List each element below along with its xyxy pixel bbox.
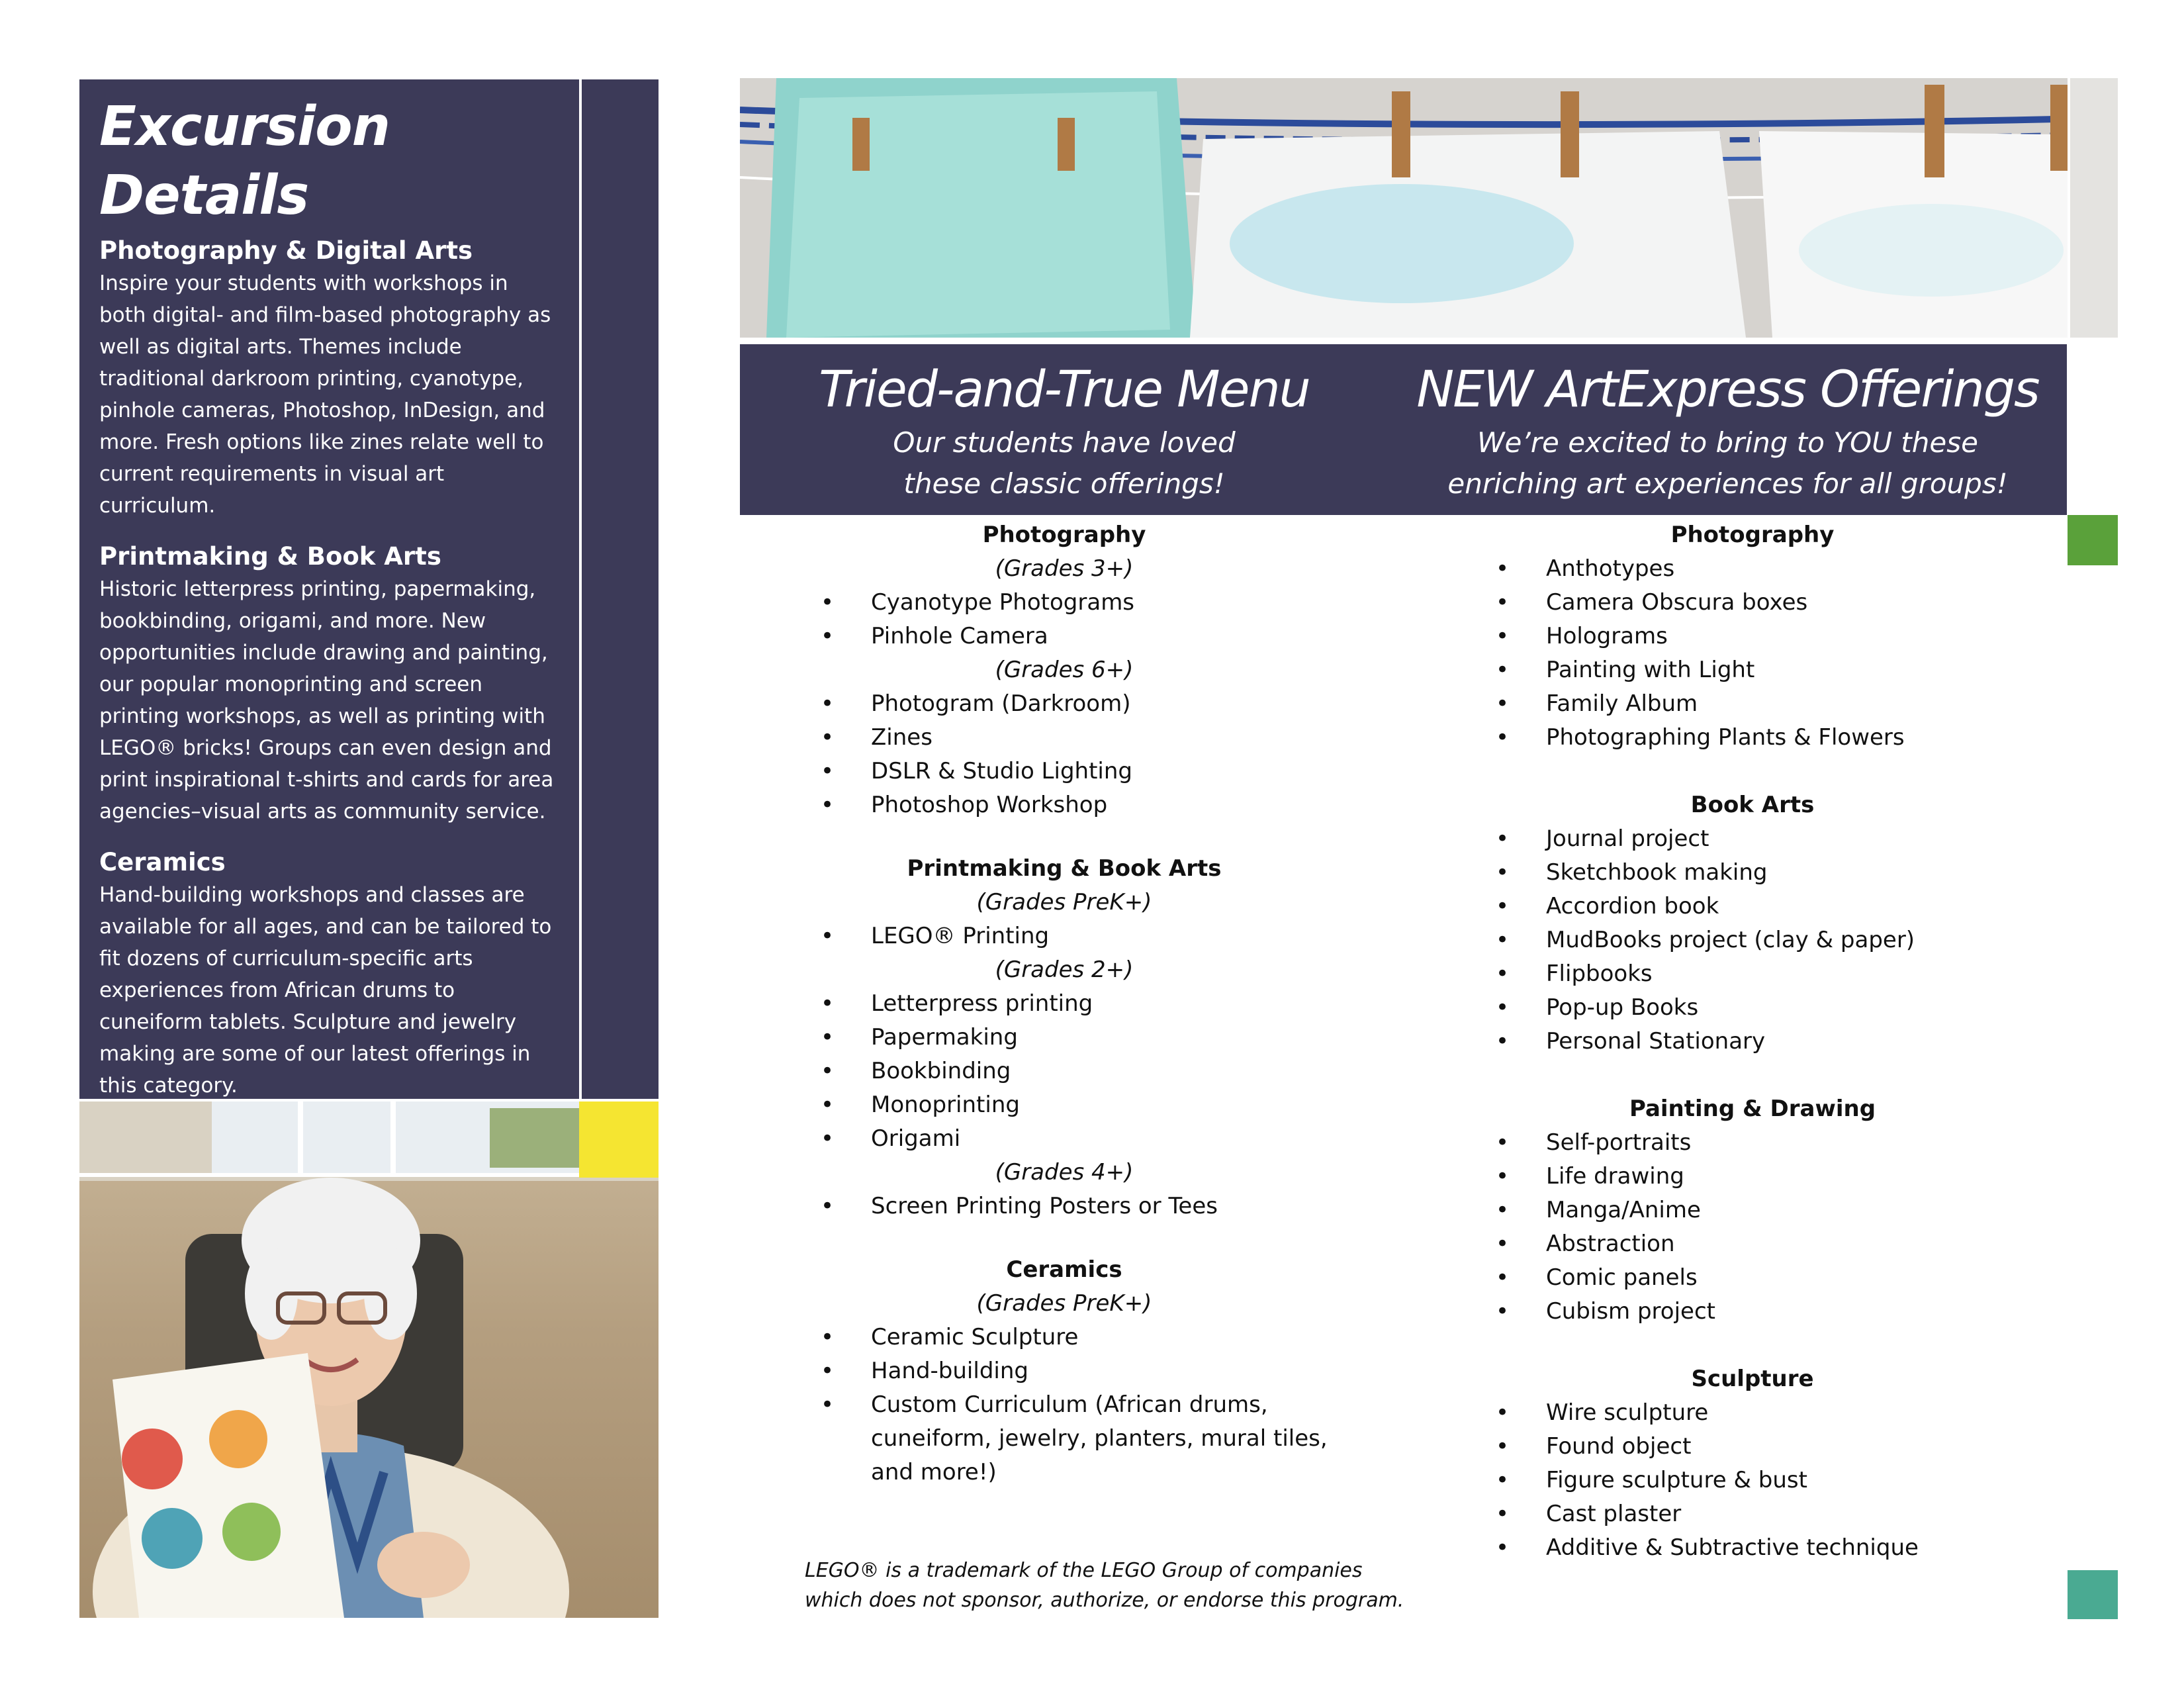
list-item: • Flipbooks bbox=[1496, 957, 2052, 991]
right-sculpture-title: Sculpture bbox=[1691, 1366, 1814, 1392]
list-item: • Cubism project bbox=[1496, 1295, 2052, 1329]
list-item: • Wire sculpture bbox=[1496, 1396, 2052, 1430]
list-item: • DSLR & Studio Lighting bbox=[821, 755, 1350, 788]
grade-label: (Grades 2+) bbox=[995, 957, 1134, 983]
excursion-details-title: Excursion Details bbox=[99, 95, 390, 227]
list-item: • Abstraction bbox=[1496, 1227, 2052, 1261]
tried-and-true-title: Tried-and-True Menu bbox=[819, 359, 1310, 418]
footnote-line-2: which does not sponsor, authorize, or endorse this program. bbox=[805, 1589, 1404, 1612]
list-item: • Photoshop Workshop bbox=[821, 788, 1350, 822]
yellow-accent-square bbox=[579, 1102, 659, 1178]
list-item: • Sketchbook making bbox=[1496, 856, 2052, 890]
list-item: • Origami bbox=[821, 1122, 1350, 1156]
list-item: • Manga/Anime bbox=[1496, 1194, 2052, 1227]
new-offerings-header bbox=[1388, 356, 2067, 504]
new-offerings-list bbox=[1496, 518, 2052, 1565]
new-offerings-title: NEW ArtExpress Offerings bbox=[1416, 359, 2039, 418]
list-item: • Painting with Light bbox=[1496, 653, 2052, 687]
paper-drying-on-line-photo bbox=[740, 78, 2118, 338]
paper-drying-illustration bbox=[740, 78, 2118, 338]
ceramics-heading: Ceramics bbox=[99, 848, 226, 876]
list-item: • LEGO® Printing bbox=[821, 919, 1350, 953]
new-offerings-subtitle-2: enriching art experiences for all groups! bbox=[1447, 467, 2008, 500]
printmaking-book-arts-heading: Printmaking & Book Arts bbox=[99, 542, 441, 571]
list-item: • Anthotypes bbox=[1496, 552, 2052, 586]
grade-label: (Grades 4+) bbox=[995, 1159, 1134, 1186]
tried-and-true-subtitle-2: these classic offerings! bbox=[903, 467, 1225, 500]
left-printmaking-title: Printmaking & Book Arts bbox=[907, 855, 1222, 882]
teal-accent-square bbox=[2068, 1570, 2118, 1619]
list-item: • Zines bbox=[821, 721, 1350, 755]
list-item: • Pinhole Camera bbox=[821, 620, 1350, 653]
list-item: • Pop-up Books bbox=[1496, 991, 2052, 1025]
list-item: • Screen Printing Posters or Tees bbox=[821, 1190, 1350, 1223]
list-item: • Photogram (Darkroom) bbox=[821, 687, 1350, 721]
list-item: • Hand-building bbox=[821, 1354, 1350, 1388]
photography-digital-arts-heading: Photography & Digital Arts bbox=[99, 236, 473, 265]
list-item: • Comic panels bbox=[1496, 1261, 2052, 1295]
list-item: • Personal Stationary bbox=[1496, 1025, 2052, 1058]
grade-label: (Grades 3+) bbox=[995, 555, 1134, 582]
list-item: • Additive & Subtractive technique bbox=[1496, 1531, 2052, 1565]
right-book-arts-title: Book Arts bbox=[1690, 792, 1815, 818]
grade-label: (Grades PreK+) bbox=[976, 1290, 1152, 1317]
menu-header-band bbox=[740, 344, 2067, 515]
grade-label: (Grades PreK+) bbox=[976, 889, 1152, 915]
custom-curriculum-line-1: • Custom Curriculum (African drums, bbox=[871, 1391, 1268, 1418]
top-photo-edge-strip bbox=[2068, 78, 2118, 338]
list-item: • Bookbinding bbox=[821, 1055, 1350, 1088]
left-ceramics-title: Ceramics bbox=[1006, 1256, 1122, 1283]
list-item: • Cyanotype Photograms bbox=[821, 586, 1350, 620]
green-accent-square bbox=[2068, 515, 2118, 565]
list-item: • Letterpress printing bbox=[821, 987, 1350, 1021]
list-item: • Journal project bbox=[1496, 822, 2052, 856]
custom-curriculum-line-3: and more!) bbox=[871, 1459, 997, 1485]
left-photography-title: Photography bbox=[982, 522, 1146, 548]
list-item: • Ceramic Sculpture bbox=[821, 1321, 1350, 1354]
woman-photo-illustration bbox=[79, 1102, 659, 1618]
list-item: • Figure sculpture & bust bbox=[1496, 1464, 2052, 1497]
new-offerings-subtitle-1: We’re excited to bring to YOU these bbox=[1477, 426, 1978, 459]
list-item-custom-curriculum bbox=[821, 1388, 1350, 1489]
tried-and-true-list bbox=[821, 518, 1350, 1489]
ceramics-text: Hand-building workshops and classes are available for all ages, and can be tailored to fit dozens of curriculum-specific arts experiences from African drums to cuneiform tablets. Sculpture and jewelry making are some of our latest offerings in this category. bbox=[99, 883, 552, 1098]
list-item: • Holograms bbox=[1496, 620, 2052, 653]
printmaking-book-arts-text: Historic letterpress printing, papermaking, bookbinding, origami, and more. New opportunities include drawing and painting, our popular monoprinting and screen printing workshops, as well as printing with LEGO® bricks! Groups can even design and print inspirational t-shirts and cards for area agencies–visual arts as community service. bbox=[99, 577, 554, 823]
tried-and-true-subtitle-1: Our students have loved bbox=[893, 426, 1236, 459]
right-painting-title: Painting & Drawing bbox=[1629, 1096, 1876, 1122]
list-item: • Cast plaster bbox=[1496, 1497, 2052, 1531]
lego-trademark-footnote bbox=[805, 1556, 1404, 1615]
list-item: • Family Album bbox=[1496, 687, 2052, 721]
custom-curriculum-line-2: cuneiform, jewelry, planters, mural tiles, bbox=[871, 1425, 1328, 1452]
list-item: • Camera Obscura boxes bbox=[1496, 586, 2052, 620]
list-item: • Accordion book bbox=[1496, 890, 2052, 923]
photography-digital-arts-text: Inspire your students with workshops in both digital- and film-based photography as well as digital arts. Themes include traditional darkroom printing, cyanotype, pinhole cameras, Photoshop, InDesign, and more. Fresh options like zines relate well to current requirements in visual art curriculum. bbox=[99, 271, 551, 518]
list-item: • Life drawing bbox=[1496, 1160, 2052, 1194]
woman-holding-card-photo bbox=[79, 1102, 659, 1618]
list-item: • Photographing Plants & Flowers bbox=[1496, 721, 2052, 755]
list-item: • Monoprinting bbox=[821, 1088, 1350, 1122]
excursion-details-panel bbox=[79, 79, 579, 1099]
right-photography-title: Photography bbox=[1670, 522, 1835, 548]
sidebar-accent-column bbox=[579, 79, 659, 1099]
list-item: • MudBooks project (clay & paper) bbox=[1496, 923, 2052, 957]
footnote-line-1: LEGO® is a trademark of the LEGO Group of companies bbox=[805, 1559, 1363, 1582]
list-item: • Self-portraits bbox=[1496, 1126, 2052, 1160]
list-item: • Papermaking bbox=[821, 1021, 1350, 1055]
grade-label: (Grades 6+) bbox=[995, 657, 1134, 683]
tried-and-true-header bbox=[740, 356, 1388, 504]
list-item: • Found object bbox=[1496, 1430, 2052, 1464]
